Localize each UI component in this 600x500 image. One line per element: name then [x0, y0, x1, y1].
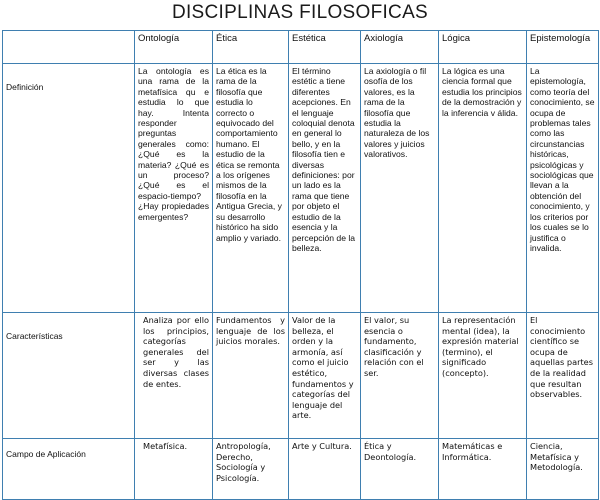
column-header: Axiología [361, 31, 439, 64]
table-cell: Metafísica. [135, 439, 213, 500]
header-row [3, 31, 599, 64]
table-cell: Arte y Cultura. [289, 439, 361, 500]
column-header: Estética [289, 31, 361, 64]
table-cell: El conocimiento científico se ocupa de aquellas partes de la realidad que resultan observables. [527, 313, 599, 439]
column-header: Ética [213, 31, 289, 64]
table-cell: La ética es la rama de la filosofía que estudia lo correcto o equivocado del comportamiento humano. El estudio de la ética se remonta a los orígenes mismos de la filosofía en la Antigua Grecia, y su desarrollo histórico ha sido amplio y variado. [213, 64, 289, 313]
table-cell: La lógica es una ciencia formal que estudia los principios de la demostración y la inferencia v álida. [439, 64, 527, 313]
table-cell: Matemáticas e Informática. [439, 439, 527, 500]
column-header: Ontología [135, 31, 213, 64]
table-row [3, 313, 599, 439]
table-cell: Ciencia, Metafísica y Metodología. [527, 439, 599, 500]
table-row [3, 64, 599, 313]
page-title: DISCIPLINAS FILOSOFICAS [171, 2, 429, 23]
table-cell: Valor de la belleza, el orden y la armonía, así como el juicio estético, fundamentos y categorías del lenguaje del arte. [289, 313, 361, 439]
table-cell: La representación mental (idea), la expresión material (termino), el significado (concepto). [439, 313, 527, 439]
row-label: Definición [3, 64, 135, 313]
table-cell: Fundamentos y lenguaje de los juicios morales. [213, 313, 289, 439]
table-row [3, 439, 599, 500]
table-cell: La axiología o fil osofía de los valores, es la rama de la filosofía que estudia la naturaleza de los valores y juicios valorativos. [361, 64, 439, 313]
row-label: Características [3, 313, 135, 439]
corner-cell [3, 31, 135, 64]
table-cell: El valor, su esencia o fundamento, clasificación y relación con el ser. [361, 313, 439, 439]
table-cell: La epistemología, como teoría del conocimiento, se ocupa de problemas tales como las circunstancias históricas, psicológicas y sociológicas que llevan a la obtención del conocimiento, y los criterios por los cuales se lo justifica o invalida. [527, 64, 599, 313]
table-cell: El término estétic a tiene diferentes acepciones. En el lenguaje coloquial denota en general lo bello, y en la filosofía tien e diversas definiciones: por un lado es la rama que tiene por objeto el estudio de la esencia y la percepción de la belleza. [289, 64, 361, 313]
table-cell: La ontología es una rama de la metafísica qu e estudia lo que hay. Intenta responder preguntas generales como: ¿Qué es la materia? ¿Qué es un proceso? ¿Qué es el espacio-tiempo? ¿Hay propiedades emergentes? [135, 64, 213, 313]
table-cell: Analiza por ello los principios, categorías generales del ser y las diversas clases de entes. [135, 313, 213, 439]
column-header: Lógica [439, 31, 527, 64]
table-cell: Antropología, Derecho, Sociología y Psicología. [213, 439, 289, 500]
column-header: Epistemología [527, 31, 599, 64]
row-label: Campo de Aplicación [3, 439, 135, 500]
table-cell: Ética y Deontología. [361, 439, 439, 500]
disciplines-table [2, 30, 599, 500]
